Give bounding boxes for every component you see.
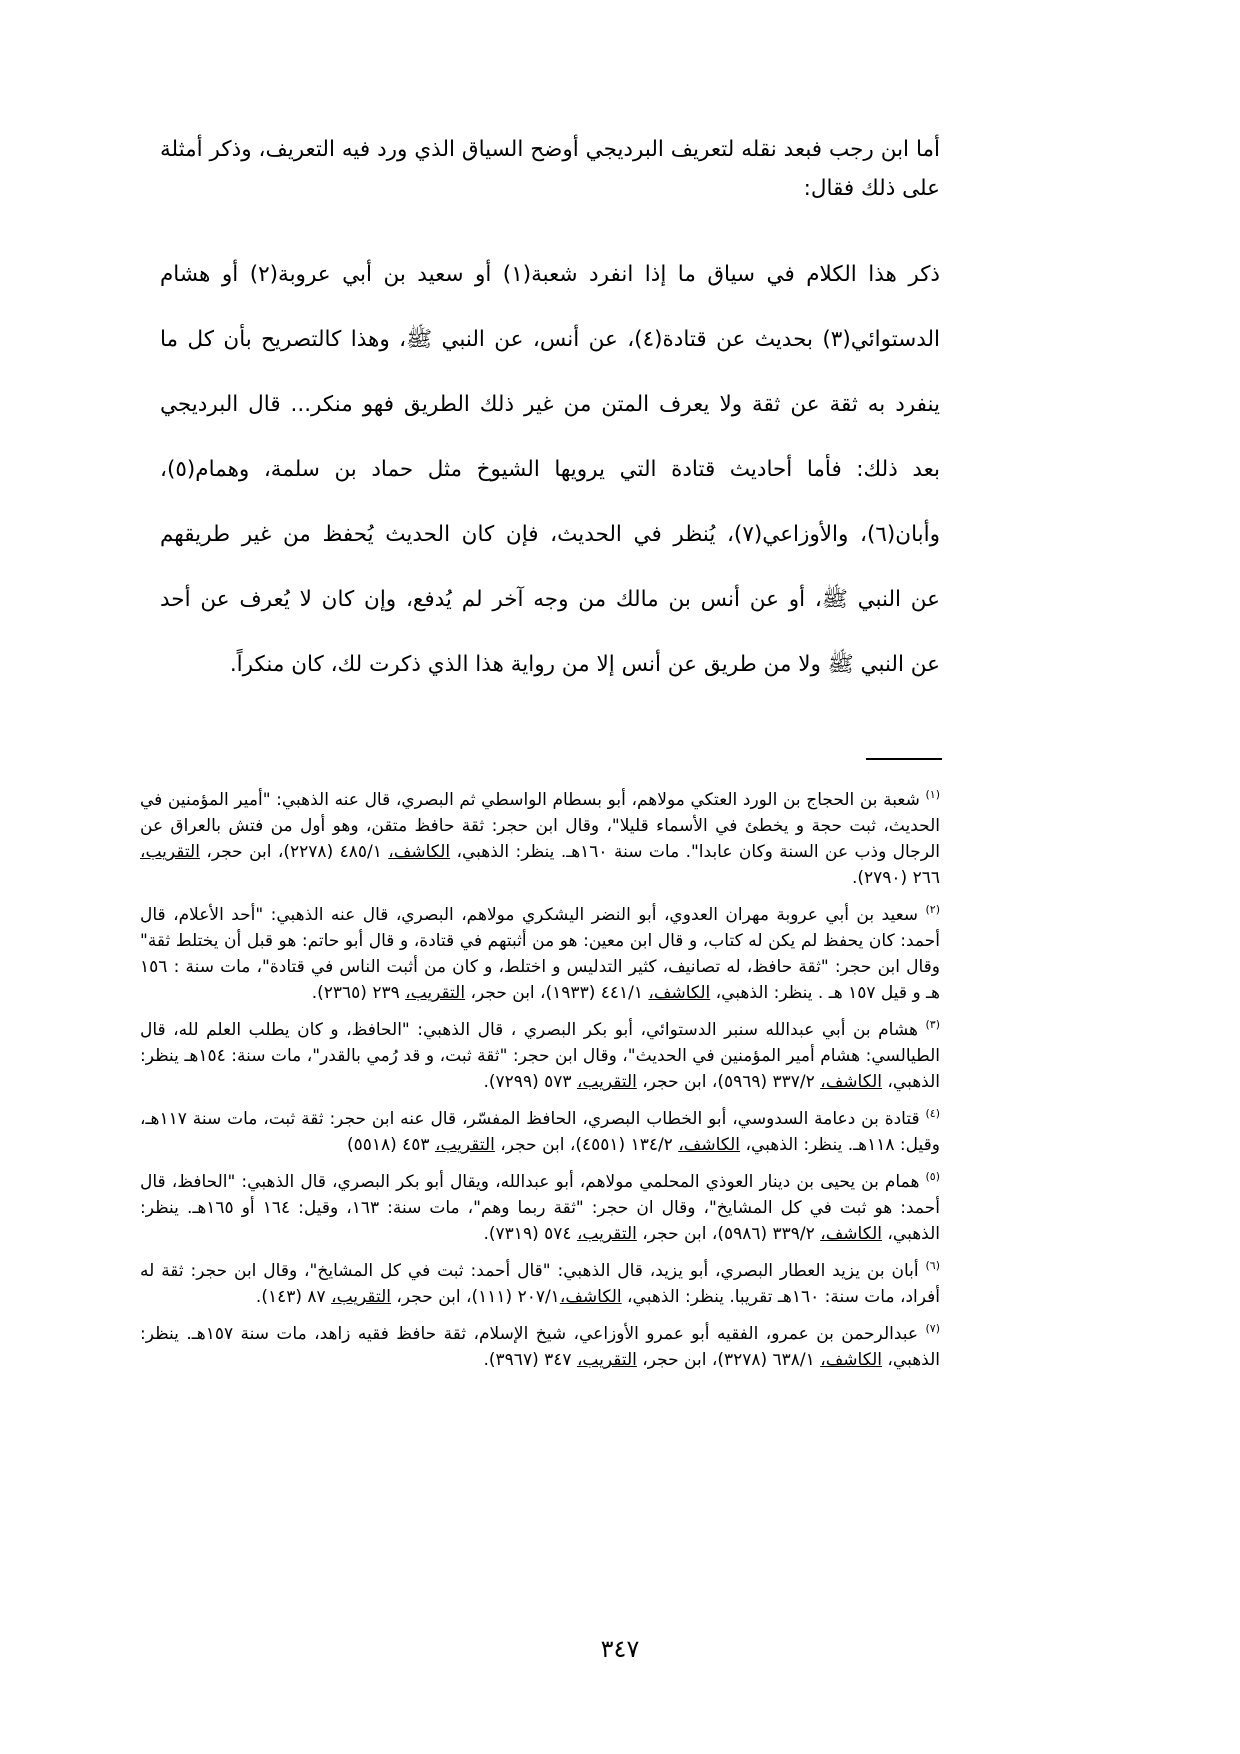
footnote-source: الكاشف، xyxy=(559,1287,622,1307)
footnote-text: همام بن يحيى بن دينار العوذي المحلمي مولاهم، أبو عبدالله، ويقال أبو بكر البصري، قال الذهبي: "الحافظ، قال أحمد: هو ثبت في كل المشايخ"، وقال ان حجر: "ثقة ربما وهم"، مات سنة: ١٦٣، وقيل: ١٦٤ أو ١٦٥هـ. ينظر: الذهبي، xyxy=(140,1172,940,1244)
footnote-source: التقريب، xyxy=(576,1072,637,1092)
footnote-source: الكاشف، xyxy=(820,1072,883,1092)
footnote-number: (٦) xyxy=(925,1259,940,1272)
intro-paragraph: أما ابن رجب فبعد نقله لتعريف البرديجي أوضح السياق الذي ورد فيه التعريف، وذكر أمثلة على ذلك فقال: xyxy=(160,137,940,201)
quote-line: عن النبي ﷺ ولا من طريق عن أنس إلا من رواية هذا الذي ذكرت لك، كان منكراً. xyxy=(229,652,940,677)
footnote-text: ٣٣٧/٢ (٥٩٦٩)، ابن حجر، xyxy=(636,1072,821,1092)
footnote-separator xyxy=(866,758,942,760)
quote-paragraph xyxy=(160,252,940,707)
footnote-text: ٣٣٩/٢ (٥٩٨٦)، ابن حجر، xyxy=(636,1224,821,1244)
footnote-number: (١) xyxy=(925,788,940,801)
quote-line: الدستوائي(٣) بحديث عن قتادة(٤)، عن أنس، عن النبي ﷺ، وهذا كالتصريح بأن كل ما xyxy=(160,327,941,352)
footnote-2 xyxy=(140,897,940,1006)
footnote-text: هشام بن أبي عبدالله سنبر الدستوائي، أبو بكر البصري ، قال الذهبي: "الحافظ، و كان يطلب العلم لله، قال الطيالسي: هشام أمير المؤمنين في الحديث"، وقال ابن حجر: "ثقة ثبت، و قد رُمي بالقدر"، مات سنة: ١٥٤هـ ينظر: الذهبي، xyxy=(140,1020,940,1092)
footnote-6 xyxy=(140,1253,940,1310)
footnote-source: الكاشف، xyxy=(820,1350,883,1370)
footnote-source: التقريب، xyxy=(434,1135,495,1155)
footnote-4 xyxy=(140,1101,940,1158)
footnote-text: ٨٧ (١٤٣). xyxy=(255,1287,332,1307)
footnote-text: قتادة بن دعامة السدوسي، أبو الخطاب البصري، الحافظ المفسّر، قال عنه ابن حجر: ثقة ثبت، مات سنة ١١٧هـ، وقيل: ١١٨هـ. ينظر: الذهبي، xyxy=(140,1109,940,1155)
footnote-number: (٢) xyxy=(925,903,940,916)
footnote-number: (٧) xyxy=(925,1322,940,1335)
footnote-number: (٣) xyxy=(925,1018,940,1031)
footnote-source: التقريب، xyxy=(576,1350,637,1370)
footnote-text: ٤٥٣ (٥٥١٨) xyxy=(346,1135,435,1155)
footnote-source: التقريب، xyxy=(405,983,466,1003)
quote-line: ينفرد به ثقة عن ثقة ولا يعرف المتن من غير ذلك الطريق فهو منكر... قال البرديجي xyxy=(160,392,940,417)
quote-line: ذكر هذا الكلام في سياق ما إذا انفرد شعبة(١) أو سعيد بن أبي عروبة(٢) أو هشام xyxy=(160,262,941,287)
footnote-text: ٤٤١/١ (١٩٣٣)، ابن حجر، xyxy=(465,983,649,1003)
quote-line: بعد ذلك: فأما أحاديث قتادة التي يرويها الشيوخ مثل حماد بن سلمة، وهمام(٥)، xyxy=(160,457,940,482)
footnote-text: شعبة بن الحجاج بن الورد العتكي مولاهم، أبو بسطام الواسطي ثم البصري، قال عنه الذهبي: "أمير المؤمنين في الحديث، ثبت حجة و يخطئ في الأسماء قليلا"، وقال ابن حجر: ثقة حافظ متقن، وهو أول من فتش بالعراق عن الرجال وذب عن السنة وكان عابدا". مات سنة ١٦٠هـ. ينظر: الذهبي، xyxy=(140,790,941,862)
footnote-text: سعيد بن أبي عروبة مهران العدوي، أبو النضر اليشكري مولاهم، البصري، قال عنه الذهبي: "أحد الأعلام، قال أحمد: كان يحفظ لم يكن له كتاب، و قال ابن معين: هو من أثبتهم في قتادة، و قال أبو حاتم: هو قبل أن يختلط ثقة" وقال ابن حجر: "ثقة حافظ، له تصانيف، كثير التدليس و اختلط، و كان من أثبت الناس في قتادة"، مات سنة : ١٥٦ هـ و قيل ١٥٧ هـ . ينظر: الذهبي، xyxy=(140,905,940,1003)
footnote-source: التقريب، xyxy=(140,842,200,862)
footnote-text: أبان بن يزيد العطار البصري، أبو يزيد، قال الذهبي: "قال أحمد: ثبت في كل المشايخ"، وقال ابن حجر: ثقة له أفراد، مات سنة: ١٦٠هـ تقريبا. ينظر: الذهبي، xyxy=(140,1261,940,1307)
footnote-number: (٤) xyxy=(925,1107,940,1120)
page-number: ٣٤٧ xyxy=(600,1635,640,1663)
footnote-source: الكاشف، xyxy=(648,983,711,1003)
footnote-text: ١٣٤/٢ (٤٥٥١)، ابن حجر، xyxy=(494,1135,679,1155)
footnote-text: ٥٧٣ (٧٢٩٩). xyxy=(483,1072,577,1092)
quote-line: عن النبي ﷺ، أو عن أنس بن مالك من وجه آخر لم يُدفع، وإن كان لا يُعرف عن أحد xyxy=(160,587,940,612)
quote-line: وأبان(٦)، والأوزاعي(٧)، يُنظر في الحديث، فإن كان الحديث يُحفظ من غير طريقهم xyxy=(160,522,940,547)
footnote-text: ٣٤٧ (٣٩٦٧). xyxy=(483,1350,577,1370)
footnote-text: ٢٣٩ (٢٣٦٥). xyxy=(311,983,406,1003)
footnote-number: (٥) xyxy=(925,1170,940,1183)
footnote-source: التقريب، xyxy=(576,1224,637,1244)
footnote-text: ٢٦٦ (٢٧٩٠). xyxy=(851,868,940,888)
footnote-1 xyxy=(140,782,940,891)
footnote-text: ٤٨٥/١ (٢٢٧٨)، ابن حجر، xyxy=(199,842,389,862)
footnotes xyxy=(140,782,940,1379)
footnote-source: التقريب، xyxy=(331,1287,392,1307)
footnote-text: ٦٣٨/١ (٣٢٧٨)، ابن حجر، xyxy=(636,1350,821,1370)
footnote-text: ٢٠٧/١ (١١١)، ابن حجر، xyxy=(391,1287,560,1307)
footnote-3 xyxy=(140,1012,940,1095)
footnote-5 xyxy=(140,1164,940,1247)
footnote-source: الكاشف، xyxy=(678,1135,741,1155)
footnote-7 xyxy=(140,1316,940,1373)
footnote-source: الكاشف، xyxy=(820,1224,883,1244)
footnote-text: عبدالرحمن بن عمرو، الفقيه أبو عمرو الأوزاعي، شيخ الإسلام، ثقة حافظ فقيه زاهد، مات سنة ١٥٧هـ. ينظر: الذهبي، xyxy=(140,1324,940,1370)
footnote-source: الكاشف، xyxy=(388,842,451,862)
footnote-text: ٥٧٤ (٧٣١٩). xyxy=(483,1224,577,1244)
